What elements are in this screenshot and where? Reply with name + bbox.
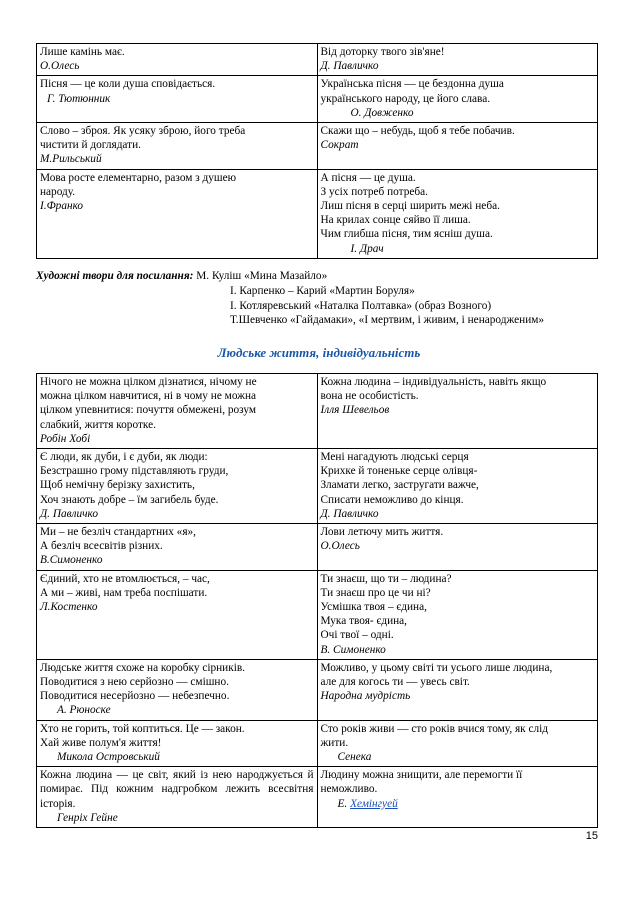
quote-author: Робін Хобі [40, 432, 91, 445]
quote-text: Слово – зброя. Як усяку зброю, його треба [40, 125, 246, 138]
references-block [36, 269, 606, 328]
quote-text: Сто років живи — сто років вчися тому, як слід [320, 722, 549, 735]
quote-text: Людське життя схоже на коробку сірників. [40, 661, 245, 674]
page-number: 15 [585, 830, 598, 842]
quote-text: Кожна людина – індивідуальність, навіть якщо [320, 376, 547, 388]
quote-cell [37, 169, 318, 258]
quote-text: Крихке й тоненьке серце олівця- [320, 465, 478, 478]
quote-cell [37, 123, 318, 170]
quote-cell [317, 44, 598, 76]
table-row [37, 720, 598, 767]
quote-cell [317, 720, 598, 767]
quote-author: Д. Павличко [320, 507, 379, 520]
section-heading: Людське життя, індивідуальність [217, 345, 421, 360]
quote-text: З усіх потреб потреба. [320, 185, 428, 198]
quote-text: А пісня — це душа. [320, 171, 416, 184]
table-row [37, 659, 598, 720]
quote-text: Хоч знають добре – їм загибель буде. [40, 493, 219, 506]
quote-text: Очі твої – одні. [320, 629, 394, 642]
reference-item: І. Котляревський «Наталка Полтавка» (образ Возного) [230, 299, 492, 312]
quote-text: українського народу, це його слава. [320, 92, 491, 105]
reference-item: І. Карпенко – Карий «Мартин Боруля» [230, 284, 415, 297]
quote-text: Скажи що – небудь, щоб я тебе побачив. [320, 125, 515, 138]
quote-text: Мова росте елементарно, разом з душею [40, 171, 237, 184]
quote-text: але для когось ти — увесь світ. [320, 676, 470, 689]
quote-author: М.Рильський [40, 153, 102, 166]
quote-text: цілком упевнитися: почуття обмежені, розум [40, 404, 257, 417]
quote-author: Микола Островський [57, 751, 160, 764]
quote-author: В.Симоненко [40, 554, 103, 567]
quote-text: Є люди, як дуби, і є дуби, як люди: [40, 451, 208, 464]
quote-cell [37, 767, 318, 828]
table-row [37, 76, 598, 123]
quote-author: Сократ [320, 139, 359, 152]
quote-text: Мені нагадують людські серця [320, 451, 469, 464]
quote-cell [37, 374, 318, 449]
quote-author [321, 797, 595, 811]
quote-cell [317, 767, 598, 828]
table-row [37, 169, 598, 258]
quote-text: На крилах сонце сяйво її лиша. [320, 214, 471, 227]
quote-text: Хто не горить, той коптиться. Це — закон. [40, 722, 245, 735]
quote-text: Людину можна знищити, але перемогти її [320, 769, 523, 782]
quote-cell [317, 570, 598, 659]
quote-cell [37, 44, 318, 76]
quote-text: Пісня — це коли душа сповідається. [40, 78, 216, 91]
quote-cell [37, 659, 318, 720]
quote-text: Поводитися з нею серйозно — смішно. [40, 676, 229, 689]
quote-text: Поводитися несерйозно — небезпечно. [40, 690, 230, 703]
quote-cell [317, 449, 598, 524]
quote-cell [37, 720, 318, 767]
quote-text: Єдиний, хто не втомлюється, – час, [40, 572, 210, 585]
quote-text: А ми – живі, нам треба поспішати. [40, 586, 208, 599]
quote-author: Народна мудрість [320, 690, 411, 703]
quote-cell [317, 524, 598, 571]
quote-author: О. Довженко [350, 106, 414, 119]
quote-text: А безліч всесвітів різних. [40, 540, 163, 553]
table-row [37, 374, 598, 449]
quote-text: Ми – не безліч стандартних «я», [40, 526, 196, 539]
quote-text: Списати неможливо до кінця. [320, 493, 464, 506]
table-row [37, 767, 598, 828]
quote-text: народу. [40, 185, 76, 198]
reference-item: Т.Шевченко «Гайдамаки», «І мертвим, і живим, і ненародженим» [230, 314, 545, 327]
quote-text: Ти знаєш про це чи ні? [320, 586, 431, 599]
quote-author: В. Симоненко [320, 643, 386, 656]
quote-text: Від доторку твого зів'яне! [320, 46, 445, 58]
quote-cell [317, 76, 598, 123]
table-row [37, 449, 598, 524]
table-row [37, 123, 598, 170]
quote-text: Лише камінь має. [40, 46, 125, 58]
quote-cell [317, 123, 598, 170]
quote-text: Лиш пісня в серці ширить межі неба. [320, 200, 500, 213]
references-label: Художні твори для посилання: [36, 270, 194, 282]
quote-text: Чим глибша пісня, тим ясніш душа. [320, 228, 493, 241]
quote-text: вона не особистість. [320, 390, 419, 403]
quote-text: можна цілком навчитися, ні в чому не можна [40, 390, 257, 403]
quote-cell [37, 570, 318, 659]
author-link[interactable]: Хемінгуей [350, 797, 398, 810]
quote-text: чистити й доглядати. [40, 139, 141, 152]
quotes-table-top [36, 43, 598, 259]
quote-text: Нічого не можна цілком дізнатися, нічому не [40, 376, 257, 388]
quote-text: Усмішка твоя – єдина, [320, 601, 427, 614]
quote-text: Хай живе полум'я життя! [40, 736, 162, 749]
quote-author: О.Олесь [320, 540, 360, 553]
quote-author: О.Олесь [40, 60, 80, 73]
quote-text: Лови летючу мить життя. [320, 526, 444, 539]
quote-cell [37, 524, 318, 571]
quote-author: Д. Павличко [320, 60, 379, 73]
quote-author: Л.Костенко [40, 601, 98, 614]
quote-cell [317, 169, 598, 258]
quote-text: Щоб немічну берізку захистить, [40, 479, 195, 492]
quote-text: Мука твоя- єдина, [320, 615, 408, 628]
quote-text: Безстрашно грому підставляють груди, [40, 465, 229, 478]
quote-author: І. Драч [350, 242, 384, 255]
quote-author: Г. Тютюнник [47, 92, 111, 105]
quote-text: Зламати легко, застругати важче, [320, 479, 479, 492]
quote-text: Можливо, у цьому світі ти усього лише людина, [320, 661, 553, 674]
quote-text: Кожна людина — це світ, який із нею народжується й помирає. Під кожним надгробком лежить всесвітня історія. [40, 769, 314, 810]
quote-author: Генріх Гейне [57, 811, 118, 824]
quote-text: Ти знаєш, що ти – людина? [320, 572, 452, 585]
quote-author: А. Рюноске [57, 704, 111, 717]
quote-author: Д. Павличко [40, 507, 99, 520]
quote-text: жити. [320, 736, 349, 749]
table-row [37, 570, 598, 659]
quote-cell [37, 76, 318, 123]
quote-cell [317, 374, 598, 449]
quote-author: Сенека [337, 751, 372, 764]
quote-cell [317, 659, 598, 720]
quote-text: неможливо. [320, 783, 378, 796]
table-row [37, 524, 598, 571]
reference-item: М. Куліш «Мина Мазайло» [196, 270, 328, 282]
table-row [37, 44, 598, 76]
quote-author: Ілля Шевельов [320, 404, 390, 417]
quote-text: слабкий, життя коротке. [40, 418, 156, 431]
author-prefix: Е. [337, 797, 351, 810]
quote-cell [37, 449, 318, 524]
quote-text: Українська пісня — це бездонна душа [320, 78, 504, 91]
quote-author: І.Франко [40, 200, 84, 213]
quotes-table-bottom [36, 373, 598, 828]
